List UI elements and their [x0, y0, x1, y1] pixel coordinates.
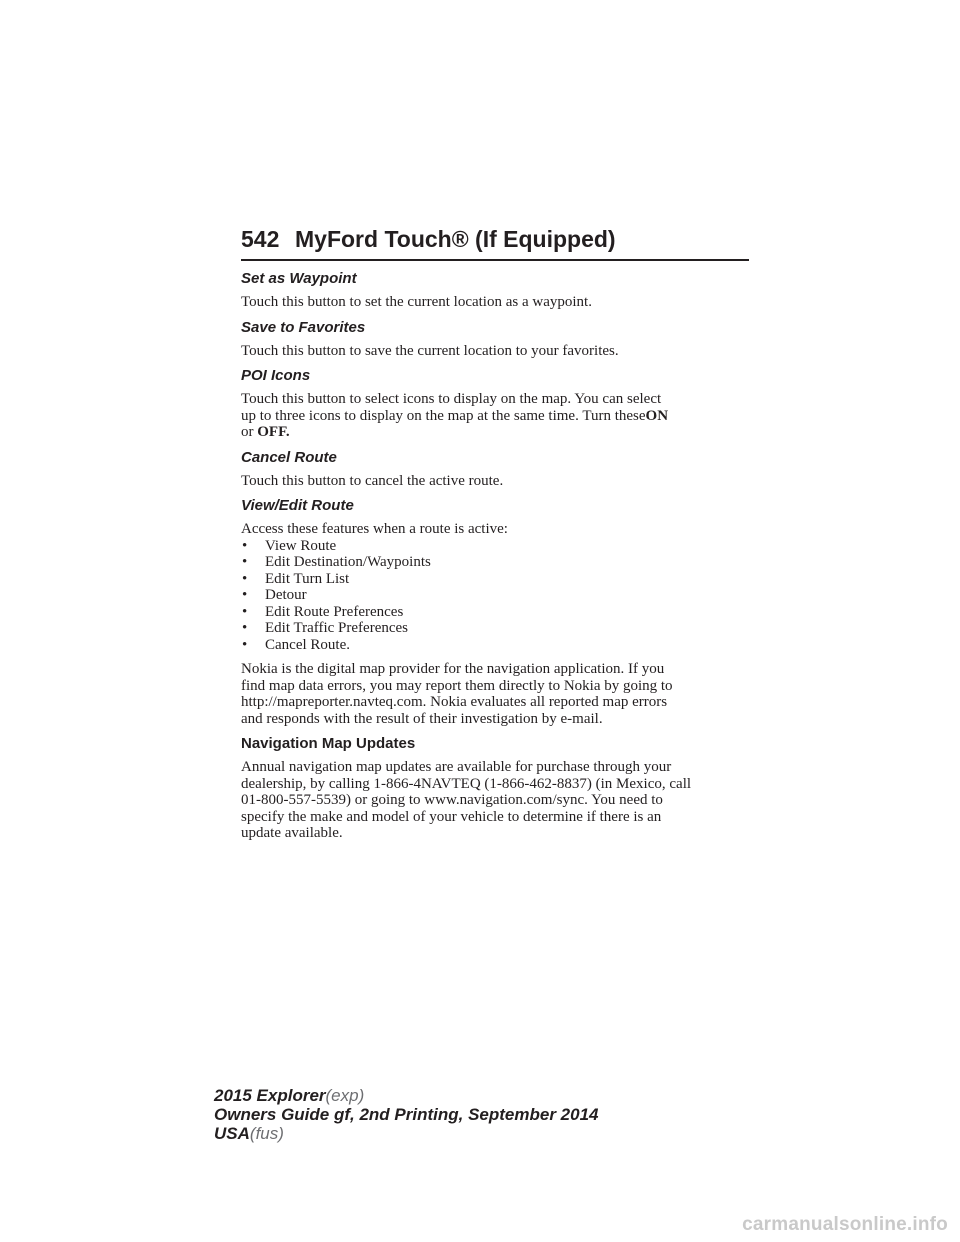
list-item: • Edit Traffic Preferences — [242, 620, 409, 636]
poi-line-3 — [241, 424, 753, 441]
footer-region-line — [214, 1124, 598, 1143]
footer-model: 2015 Explorer — [214, 1086, 326, 1105]
list-item: • View Route — [242, 537, 337, 554]
bullet-icon: • — [242, 636, 248, 653]
footer-model-line — [214, 1086, 598, 1105]
text-navigation-map-updates: Annual navigation map updates are available for purchase through your dealership, by calling 1-866-4NAVTEQ (1-866-462-8837) (in Mexico, call 01-800-557-5539) or going to www.navigation.com/sync. You need to specify the make and model of your vehicle to determine if there is an update available. — [241, 759, 692, 841]
list-item: • Detour — [242, 587, 307, 603]
bullet-icon: • — [242, 570, 248, 587]
bullet-icon: • — [242, 554, 248, 570]
list-item: • Edit Destination/Waypoints — [242, 554, 431, 570]
page-footer — [214, 1086, 598, 1143]
heading-cancel-route: Cancel Route — [241, 448, 337, 466]
footer-model-code: (exp) — [325, 1086, 365, 1105]
text-view-edit-intro: Access these features when a route is active: — [241, 521, 508, 537]
text-cancel-route: Touch this button to cancel the active route. — [241, 472, 504, 489]
heading-view-edit-route: View/Edit Route — [241, 497, 354, 514]
heading-navigation-map-updates: Navigation Map Updates — [241, 735, 416, 752]
poi-or: or — [241, 424, 254, 440]
watermark: carmanualsonline.info — [742, 1214, 948, 1235]
footer-region: USA — [214, 1124, 250, 1143]
list-item: • Edit Route Preferences — [242, 603, 404, 620]
footer-region-code: (fus) — [249, 1124, 284, 1143]
heading-save-to-favorites: Save to Favorites — [241, 318, 366, 336]
text-poi-icons — [241, 391, 753, 441]
bullet-icon: • — [242, 537, 248, 554]
page-number: 542 — [241, 226, 280, 252]
list-item: • Cancel Route. — [242, 636, 350, 653]
bullet-icon: • — [242, 620, 248, 636]
text-save-to-favorites: Touch this button to save the current location to your favorites. — [241, 342, 619, 359]
footer-guide-line: Owners Guide gf, 2nd Printing, September 2014 — [214, 1105, 599, 1124]
poi-line-2 — [241, 408, 753, 425]
heading-poi-icons: POI Icons — [241, 367, 311, 384]
list-item: • Edit Turn List — [242, 570, 350, 587]
text-set-as-waypoint: Touch this button to set the current location as a waypoint. — [241, 294, 592, 310]
bullet-icon: • — [242, 587, 248, 603]
poi-off: OFF. — [257, 424, 290, 440]
bullet-icon: • — [242, 603, 248, 620]
heading-set-as-waypoint: Set as Waypoint — [241, 270, 357, 287]
poi-on: ON — [645, 407, 669, 424]
poi-line-1: Touch this button to select icons to display on the map. You can select — [241, 391, 662, 407]
mapreporter-url-line: http://mapreporter.navteq.com. Nokia evaluates all reported map errors — [241, 694, 668, 710]
feature-list — [241, 538, 753, 654]
text-nokia: Nokia is the digital map provider for the navigation application. If you find map data errors, you may report them directly to Nokia by going to http://mapreporter.navteq.com. Nokia evaluates all reported map errors and responds with the result of their investigation by e-mail. — [241, 661, 753, 727]
header-rule — [241, 259, 749, 261]
page-content — [241, 270, 753, 850]
poi-line-2-text: up to three icons to display on the map at the same time. Turn these — [241, 407, 646, 424]
chapter-title: MyFord Touch® (If Equipped) — [295, 226, 616, 252]
